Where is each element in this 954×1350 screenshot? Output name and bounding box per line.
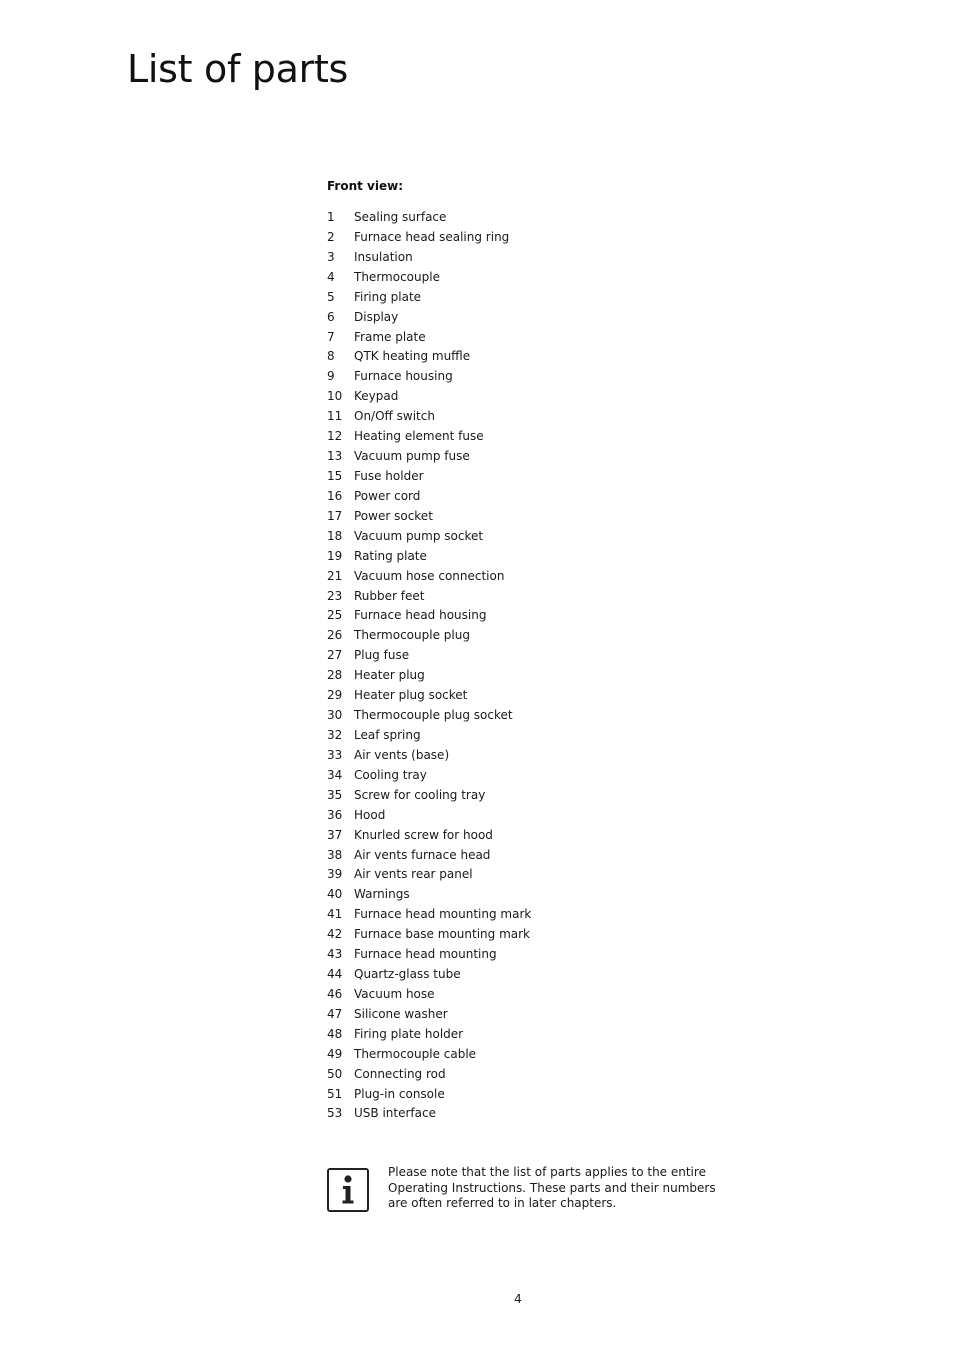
part-number: 43 <box>327 947 343 962</box>
part-label: Heating element fuse <box>354 429 484 444</box>
part-number: 44 <box>327 967 343 982</box>
part-number: 16 <box>327 488 343 503</box>
part-number: 15 <box>327 468 343 483</box>
info-icon <box>327 1168 369 1212</box>
part-number: 33 <box>327 747 343 762</box>
list-item <box>327 248 531 268</box>
part-number: 27 <box>327 648 343 663</box>
list-item <box>327 1065 531 1085</box>
part-number: 28 <box>327 668 343 683</box>
part-number: 53 <box>327 1106 343 1121</box>
list-item <box>327 626 531 646</box>
part-label: Hood <box>354 807 386 822</box>
part-number: 30 <box>327 708 343 723</box>
page-title: List of parts <box>127 47 349 91</box>
part-number: 2 <box>327 229 335 244</box>
part-number: 6 <box>327 309 335 324</box>
list-item <box>327 567 531 587</box>
part-label: Display <box>354 309 399 324</box>
part-label: Furnace base mounting mark <box>354 927 530 942</box>
part-number: 8 <box>327 349 335 364</box>
part-number: 41 <box>327 907 343 922</box>
part-label: Cooling tray <box>354 767 427 782</box>
part-number: 12 <box>327 429 343 444</box>
list-item <box>327 547 531 567</box>
list-item <box>327 885 531 905</box>
part-label: Furnace head mounting mark <box>354 907 532 922</box>
list-item <box>327 347 531 367</box>
list-item <box>327 945 531 965</box>
part-number: 42 <box>327 927 343 942</box>
part-number: 19 <box>327 548 343 563</box>
part-number: 51 <box>327 1086 343 1101</box>
part-label: Sealing surface <box>354 210 447 224</box>
part-label: Furnace head sealing ring <box>354 229 510 244</box>
list-item <box>327 905 531 925</box>
part-number: 49 <box>327 1046 343 1061</box>
list-item <box>327 726 531 746</box>
list-item <box>327 487 531 507</box>
part-number: 25 <box>327 608 343 623</box>
list-item <box>327 746 531 766</box>
part-number: 39 <box>327 867 343 882</box>
part-label: Thermocouple <box>354 269 440 284</box>
part-number: 29 <box>327 688 343 703</box>
list-item <box>327 806 531 826</box>
part-number: 18 <box>327 528 343 543</box>
list-item <box>327 1104 531 1124</box>
part-label: Screw for cooling tray <box>354 787 486 802</box>
part-number: 23 <box>327 588 343 603</box>
section-heading-front-view: Front view: <box>327 179 404 193</box>
part-label: Knurled screw for hood <box>354 827 493 842</box>
list-item <box>327 407 531 427</box>
part-number: 26 <box>327 628 343 643</box>
part-label: Thermocouple cable <box>354 1046 477 1061</box>
part-number: 11 <box>327 409 343 424</box>
list-item <box>327 447 531 467</box>
part-number: 37 <box>327 827 343 842</box>
list-item <box>327 1025 531 1045</box>
list-item <box>327 1085 531 1105</box>
list-item <box>327 507 531 527</box>
part-label: Keypad <box>354 389 399 404</box>
part-number: 32 <box>327 727 343 742</box>
part-label: Thermocouple plug <box>354 628 470 643</box>
list-item <box>327 985 531 1005</box>
part-label: Quartz-glass tube <box>354 967 461 982</box>
info-note-text: Please note that the list of parts applies to the entire Operating Instructions. These parts and their numbers are often referred to in later chapters. <box>388 1165 716 1210</box>
parts-list <box>327 208 531 1124</box>
part-label: Heater plug <box>354 668 425 683</box>
part-number: 21 <box>327 568 343 583</box>
part-label: Warnings <box>354 887 410 902</box>
part-number: 46 <box>327 986 343 1001</box>
list-item <box>327 846 531 866</box>
part-label: Leaf spring <box>354 727 421 742</box>
page-number: 4 <box>514 1292 522 1306</box>
part-number: 50 <box>327 1066 343 1081</box>
list-item <box>327 766 531 786</box>
list-item <box>327 268 531 288</box>
part-label: Heater plug socket <box>354 688 468 703</box>
part-number: 48 <box>327 1026 343 1041</box>
part-label: Insulation <box>354 249 413 264</box>
part-number: 40 <box>327 887 343 902</box>
list-item <box>327 467 531 487</box>
list-item <box>327 925 531 945</box>
part-label: Air vents furnace head <box>354 847 491 862</box>
part-label: USB interface <box>354 1106 436 1121</box>
list-item <box>327 387 531 407</box>
part-number: 47 <box>327 1006 343 1021</box>
part-label: Air vents rear panel <box>354 867 473 882</box>
list-item <box>327 865 531 885</box>
list-item <box>327 646 531 666</box>
part-label: Air vents (base) <box>354 747 450 762</box>
part-number: 35 <box>327 787 343 802</box>
list-item <box>327 666 531 686</box>
part-label: Furnace housing <box>354 369 453 384</box>
part-number: 7 <box>327 329 335 344</box>
list-item <box>327 706 531 726</box>
part-label: Firing plate holder <box>354 1026 464 1041</box>
part-number: 38 <box>327 847 343 862</box>
part-number: 10 <box>327 389 343 404</box>
part-label: Silicone washer <box>354 1006 448 1021</box>
part-label: Vacuum hose connection <box>354 568 505 583</box>
part-label: Fuse holder <box>354 468 424 483</box>
list-item <box>327 288 531 308</box>
part-label: Furnace head housing <box>354 608 487 623</box>
part-label: Vacuum pump fuse <box>354 449 470 464</box>
part-label: Plug-in console <box>354 1086 445 1101</box>
list-item <box>327 606 531 626</box>
part-label: Rubber feet <box>354 588 425 603</box>
info-note <box>327 1165 727 1221</box>
part-number: 5 <box>327 289 335 304</box>
list-item <box>327 527 531 547</box>
part-label: Power cord <box>354 488 421 503</box>
part-label: Thermocouple plug socket <box>354 708 513 723</box>
part-label: Power socket <box>354 508 433 523</box>
part-label: Rating plate <box>354 548 427 563</box>
part-label: Firing plate <box>354 289 422 304</box>
part-number: 36 <box>327 807 343 822</box>
list-item <box>327 1045 531 1065</box>
list-item <box>327 826 531 846</box>
list-item <box>327 308 531 328</box>
part-number: 3 <box>327 249 335 264</box>
list-item <box>327 367 531 387</box>
part-number: 34 <box>327 767 343 782</box>
part-number: 9 <box>327 369 335 384</box>
part-label: Plug fuse <box>354 648 410 663</box>
part-label: Furnace head mounting <box>354 947 497 962</box>
list-item <box>327 1005 531 1025</box>
list-item <box>327 587 531 607</box>
list-item <box>327 786 531 806</box>
part-number: 4 <box>327 269 335 284</box>
part-label: Vacuum hose <box>354 986 435 1001</box>
list-item <box>327 965 531 985</box>
part-number: 1 <box>327 210 335 224</box>
part-label: Vacuum pump socket <box>354 528 484 543</box>
part-label: Connecting rod <box>354 1066 446 1081</box>
list-item <box>327 328 531 348</box>
part-number: 17 <box>327 508 343 523</box>
list-item <box>327 228 531 248</box>
part-label: On/Off switch <box>354 409 435 424</box>
part-label: QTK heating muffle <box>354 349 471 364</box>
part-label: Frame plate <box>354 329 426 344</box>
list-item <box>327 208 531 228</box>
list-item <box>327 686 531 706</box>
part-number: 13 <box>327 449 343 464</box>
list-item <box>327 427 531 447</box>
